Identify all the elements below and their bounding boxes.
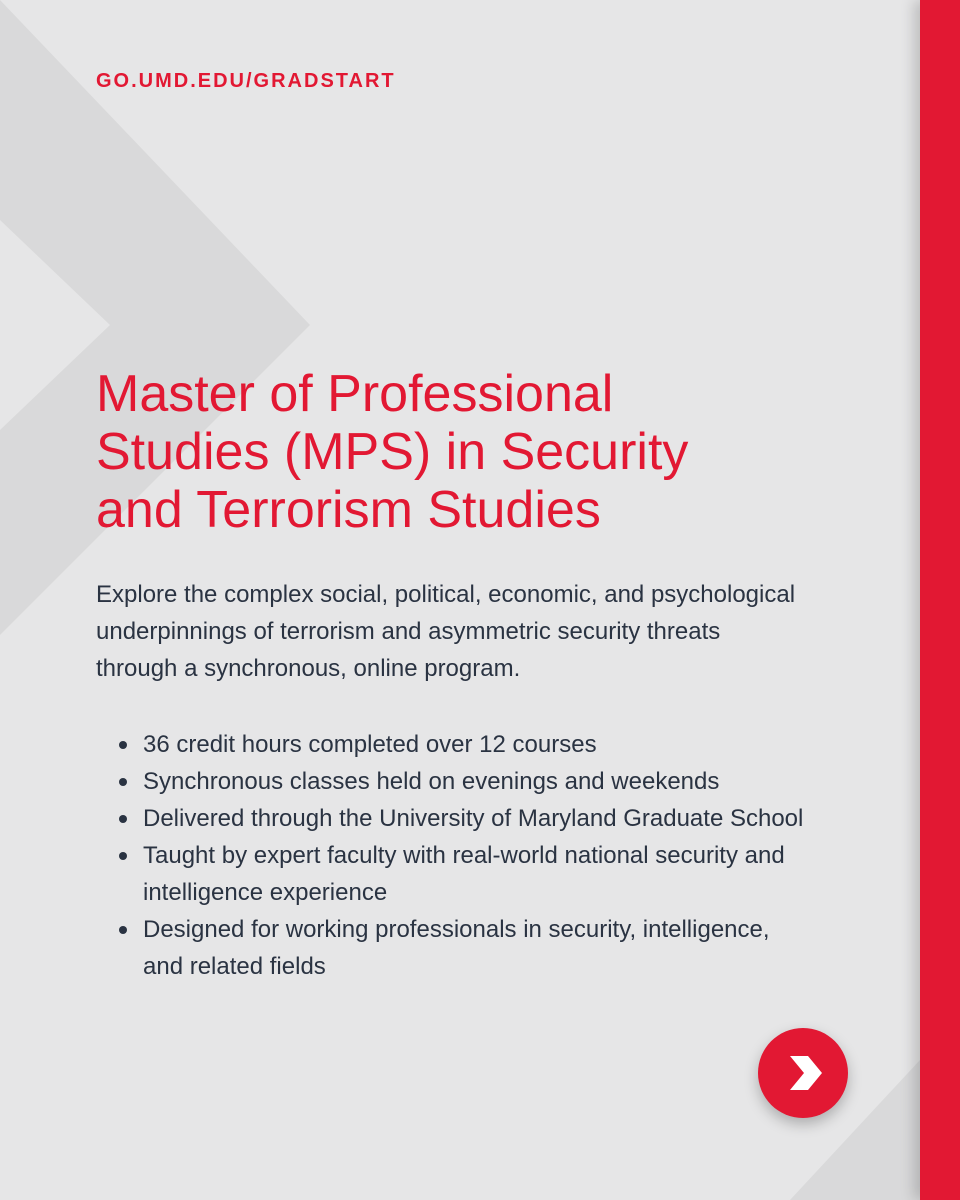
list-item-text: Taught by expert faculty with real-world national security and xyxy=(143,842,785,869)
list-item-text: intelligence experience xyxy=(143,879,388,906)
description-line: underpinnings of terrorism and asymmetric security threats xyxy=(96,618,721,645)
program-description xyxy=(96,576,886,687)
description-line: through a synchronous, online program. xyxy=(96,655,521,682)
list-item-text: Synchronous classes held on evenings and weekends xyxy=(143,768,720,795)
right-accent-stripe xyxy=(920,0,960,1200)
list-item xyxy=(96,726,876,763)
list-item-text: Designed for working professionals in security, intelligence, xyxy=(143,916,770,943)
list-item xyxy=(96,763,876,800)
list-item-text: and related fields xyxy=(143,953,326,980)
title-line: Studies (MPS) in Security xyxy=(96,423,689,481)
list-item xyxy=(96,911,876,985)
feature-list xyxy=(96,726,876,985)
next-slide-button[interactable] xyxy=(758,1028,848,1118)
list-item xyxy=(96,837,876,911)
title-line: Master of Professional xyxy=(96,365,614,423)
list-item-text: 36 credit hours completed over 12 courses xyxy=(143,731,597,758)
list-item-text: Delivered through the University of Maryland Graduate School xyxy=(143,805,804,832)
chevron-right-icon xyxy=(758,1028,848,1118)
program-url: GO.UMD.EDU/GRADSTART xyxy=(96,70,396,92)
page-title xyxy=(96,365,856,539)
list-item xyxy=(96,800,876,837)
description-line: Explore the complex social, political, economic, and psychological xyxy=(96,581,796,608)
title-line: and Terrorism Studies xyxy=(96,481,601,539)
